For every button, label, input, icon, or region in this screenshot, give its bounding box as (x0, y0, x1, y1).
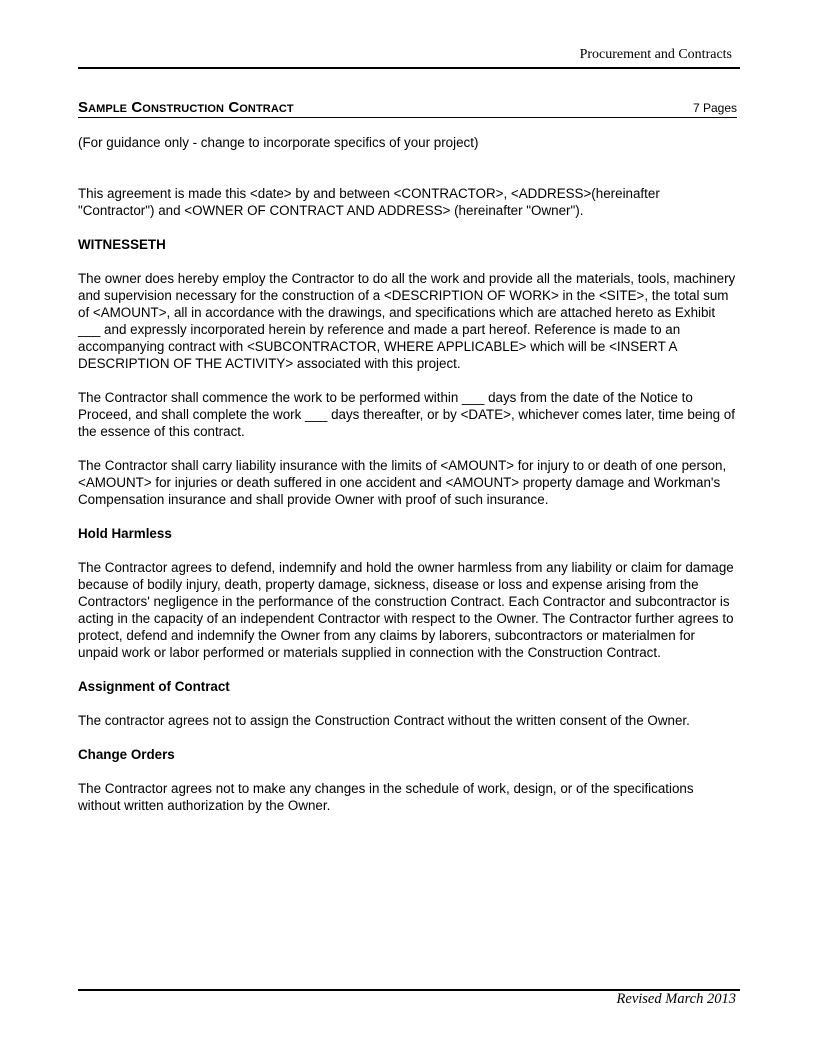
document-body (78, 134, 738, 831)
hold-harmless-paragraph: The Contractor agrees to defend, indemnify and hold the owner harmless from any liability or claim for damage because of bodily injury, death, property damage, sickness, disease or loss and expense arising from the Contractors' negligence in the performance of the construction Contract. Each Contractor and subcontractor is acting in the capacity of an independent Contractor with respect to the Owner. The Contractor further agrees to protect, defend and indemnify the Owner from any claims by laborers, subcontractors or materialmen for unpaid work or labor performed or materials supplied in connection with the Construction Contract. (78, 560, 734, 660)
title-row (78, 99, 737, 118)
guidance-note: (For guidance only - change to incorporate specifics of your project) (78, 135, 479, 150)
section-heading-assignment: Assignment of Contract (78, 679, 230, 694)
intro-paragraph: This agreement is made this <date> by and between <CONTRACTOR>, <ADDRESS>(hereinafter "Contractor") and <OWNER OF CONTRACT AND ADDRESS> (hereinafter "Owner"). (78, 186, 660, 218)
header-rule (78, 67, 740, 69)
section-heading-hold-harmless: Hold Harmless (78, 526, 172, 541)
running-header: Procurement and Contracts (579, 47, 732, 62)
page-count: 7 Pages (692, 101, 737, 115)
witnesseth-paragraph-3: The Contractor shall carry liability insurance with the limits of <AMOUNT> for injury to or death of one person, <AMOUNT> for injuries or death suffered in one accident and <AMOUNT> property damage and Workman's Compensation insurance and shall provide Owner with proof of such insurance. (78, 458, 727, 507)
revision-date: Revised March 2013 (616, 991, 736, 1007)
witnesseth-paragraph-2: The Contractor shall commence the work to be performed within ___ days from the date of the Notice to Proceed, and shall complete the work ___ days thereafter, or by <DATE>, whichever comes later, time being of the essence of this contract. (78, 390, 735, 439)
document-title: Sample Construction Contract (78, 99, 294, 116)
section-heading-change-orders: Change Orders (78, 747, 175, 762)
witnesseth-paragraph-1: The owner does hereby employ the Contractor to do all the work and provide all the materials, tools, machinery and supervision necessary for the construction of a <DESCRIPTION OF WORK> in the <SITE>, the total sum of <AMOUNT>, all in accordance with the drawings, and specifications which are attached hereto as Exhibit ___ and expressly incorporated herein by reference and made a part hereof. Reference is made to an accompanying contract with <SUBCONTRACTOR, WHERE APPLICABLE> which will be <INSERT A DESCRIPTION OF THE ACTIVITY> associated with this project. (78, 271, 736, 371)
change-orders-paragraph: The Contractor agrees not to make any changes in the schedule of work, design, or of the specifications without written authorization by the Owner. (78, 781, 694, 813)
section-heading-witnesseth: WITNESSETH (78, 237, 166, 252)
assignment-paragraph: The contractor agrees not to assign the Construction Contract without the written consent of the Owner. (78, 713, 690, 728)
